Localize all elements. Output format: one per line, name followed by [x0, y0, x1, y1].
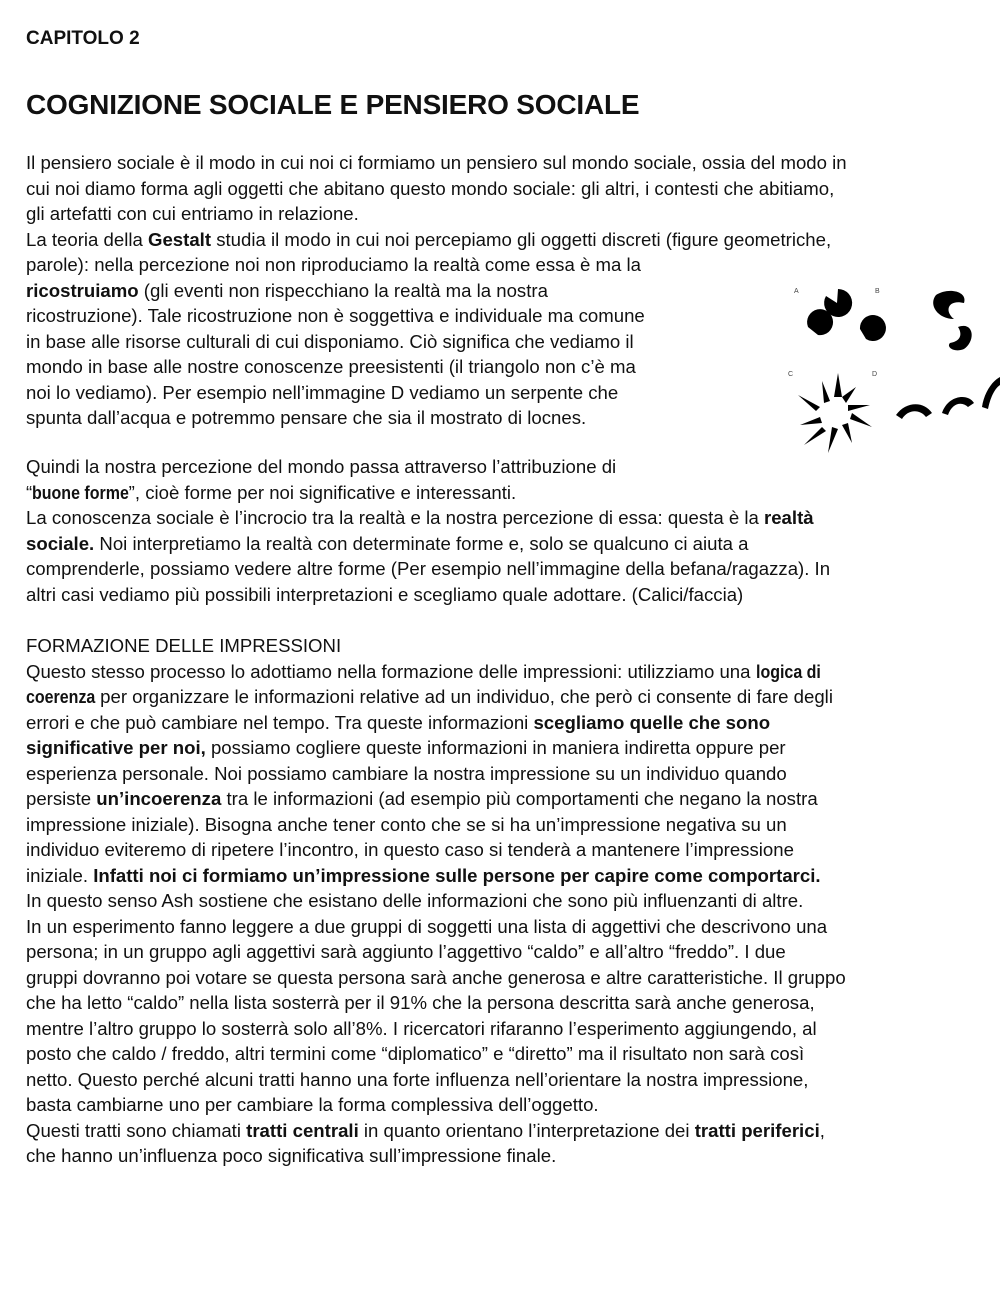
- bold-term: sociale.: [26, 532, 95, 554]
- serpent-arcs-icon: [896, 377, 1000, 419]
- bold-term: logica di: [755, 660, 821, 682]
- bold-term: tratti periferici: [694, 1119, 820, 1141]
- text-line: cui noi diamo forma agli oggetti che abitano questo mondo sociale: gli altri, i contesti che abitiamo,: [26, 177, 835, 199]
- blob-shape-icon: [933, 291, 964, 319]
- text-line: posto che caldo / freddo, altri termini come “diplomatico” e “diretto” ma il risultato non sarà così: [26, 1043, 805, 1064]
- text-line: In un esperimento fanno leggere a due gruppi di soggetti una lista di aggettivi che descrivono una: [26, 915, 828, 937]
- text-line: che ha letto “caldo” nella lista sosterrà per il 91% che la persona descritta sarà anche generosa,: [26, 992, 815, 1013]
- figure-label-c: C: [788, 371, 794, 378]
- text-line: Questi tratti sono chiamati tratti centrali in quanto orientano l’interpretazione dei tratti periferici,: [26, 1119, 825, 1141]
- text-line: errori e che può cambiare nel tempo. Tra queste informazioni scegliamo quelle che sono: [26, 711, 771, 733]
- text-line: individuo eviteremo di ripetere l’incontro, in questo caso si tenderà a mantenere l’impressione: [26, 839, 794, 860]
- bold-term: Infatti noi ci formiamo un’impressione sulle persone per capire come comportarci.: [93, 864, 821, 886]
- illusory-star-icon: [798, 373, 872, 453]
- bold-term: realtà: [763, 507, 814, 528]
- text-line: Il pensiero sociale è il modo in cui noi ci formiamo un pensiero sul mondo sociale, ossia del modo in: [26, 152, 847, 173]
- bold-term: significative per noi,: [26, 737, 206, 758]
- text-line: Quindi la nostra percezione del mondo passa attraverso l’attribuzione di: [26, 456, 617, 477]
- text-line: altri casi vediamo più possibili interpretazioni e scegliamo quale adottare. (Calici/faccia): [26, 583, 744, 605]
- bold-term: ricostruiamo: [26, 279, 139, 301]
- gestalt-illusions-figure: [778, 277, 1000, 467]
- text-line: netto. Questo perché alcuni tratti hanno una forte influenza nell’orientare la nostra impressione,: [26, 1068, 809, 1090]
- text-line: noi lo vediamo). Per esempio nell’immagine D vediamo un serpente che: [26, 381, 619, 403]
- text-line: In questo senso Ash sostiene che esistano delle informazioni che sono più influenzanti di altre.: [26, 890, 804, 911]
- text-line: basta cambiarne uno per cambiare la forma complessiva dell’oggetto.: [26, 1094, 599, 1115]
- bold-term: buone forme: [32, 481, 130, 503]
- kanizsa-pacman-icon: [860, 315, 886, 341]
- bold-term: Gestalt: [147, 228, 212, 250]
- text-line: La conoscenza sociale è l’incrocio tra la realtà e la nostra percezione di essa: questa è la realtà: [26, 507, 814, 528]
- text-line: significative per noi, possiamo cogliere queste informazioni in maniera indiretta oppure per: [26, 737, 786, 758]
- text-line: ricostruzione). Tale ricostruzione non è soggettiva e individuale ma comune: [26, 305, 645, 326]
- text-line: comprenderle, possiamo vedere altre forme (Per esempio nell’immagine della befana/ragazza). In: [26, 558, 831, 579]
- text-line: coerenza per organizzare le informazioni relative ad un individuo, che però ci consente di fare degli: [26, 684, 981, 710]
- text-line: che hanno un’influenza poco significativa sull’impressione finale.: [26, 1145, 557, 1166]
- figure-label-b: B: [875, 288, 880, 295]
- text-line: mentre l’altro gruppo lo sosterrà solo all’8%. I ricercatori rifaranno l’esperimento aggiungendo, al: [26, 1017, 817, 1039]
- section-heading: FORMAZIONE DELLE IMPRESSIONI: [26, 635, 342, 656]
- figure-label-a: A: [794, 288, 799, 295]
- text-line: esperienza personale. Noi possiamo cambiare la nostra impressione su un individuo quando: [26, 762, 787, 784]
- bold-term: scegliamo quelle che sono: [533, 711, 771, 733]
- text-line: parole): nella percezione noi non riproduciamo la realtà come essa è ma la: [26, 254, 641, 275]
- bold-term: un’incoerenza: [96, 788, 222, 809]
- text-line: impressione iniziale). Bisogna anche tener conto che se si ha un’impressione negativa su un: [26, 813, 787, 835]
- page-title: COGNIZIONE SOCIALE E PENSIERO SOCIALE: [26, 89, 640, 120]
- text-line: La teoria della Gestalt studia il modo in cui noi percepiamo gli oggetti discreti (figure geometriche,: [26, 228, 832, 250]
- text-line: ricostruiamo (gli eventi non rispecchiano la realtà ma la nostra: [26, 279, 548, 301]
- kanizsa-pacman-icon: [807, 309, 833, 335]
- impressions-section: [26, 633, 981, 1169]
- text-line: Questo stesso processo lo adottiamo nella formazione delle impressioni: utilizziamo una logica di: [26, 659, 981, 685]
- text-line: gli artefatti con cui entriamo in relazione.: [26, 203, 359, 224]
- text-line: spunta dall’acqua e potremmo pensare che sia il mostrato di locnes.: [26, 407, 587, 428]
- text-line: in base alle risorse culturali di cui disponiamo. Ciò significa che vediamo il: [26, 330, 634, 352]
- figure-label-d: D: [872, 371, 878, 378]
- perception-paragraph: [26, 454, 981, 607]
- blob-shape-icon: [949, 326, 972, 350]
- text-line: iniziale. Infatti noi ci formiamo un’impressione sulle persone per capire come comportarci.: [26, 864, 821, 886]
- text-line: sociale. Noi interpretiamo la realtà con determinate forme e, solo se qualcuno ci aiuta a: [26, 532, 749, 554]
- text-line: persiste un’incoerenza tra le informazioni (ad esempio più comportamenti che negano la nostra: [26, 788, 818, 809]
- text-line: persona; in un gruppo agli aggettivi sarà aggiunto l’aggettivo “caldo” e all’altro “freddo”. I due: [26, 941, 786, 962]
- text-line: mondo in base alle nostre conoscenze preesistenti (il triangolo non c’è ma: [26, 356, 636, 377]
- bold-term: tratti centrali: [246, 1119, 359, 1141]
- chapter-label: CAPITOLO 2: [26, 28, 140, 49]
- text-line: “buone forme”, cioè forme per noi significative e interessanti.: [26, 480, 981, 506]
- text-line: gruppi dovranno poi votare se questa persona sarà anche generosa e altre caratteristiche. Il gruppo: [26, 966, 846, 988]
- bold-term: coerenza: [26, 686, 96, 707]
